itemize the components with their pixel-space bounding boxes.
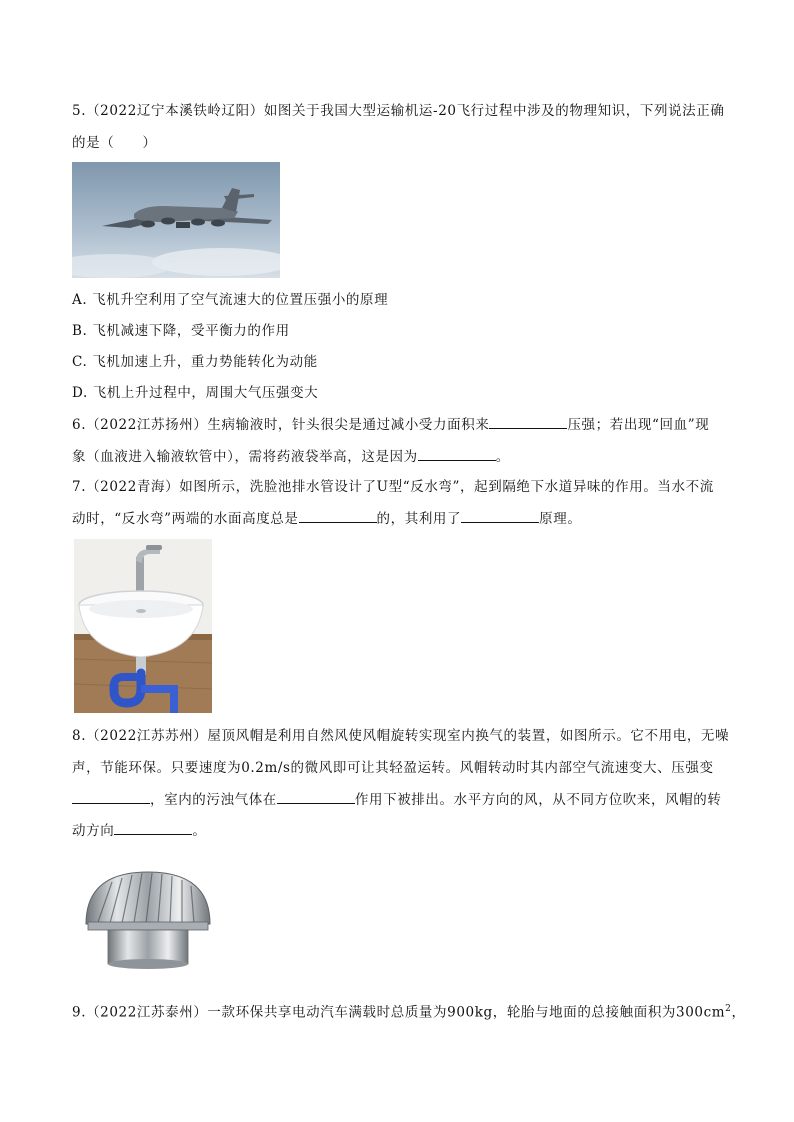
answer-blank	[72, 789, 150, 804]
q7-text-b: 的，其利用了	[376, 511, 462, 527]
q6-line-2	[72, 446, 510, 467]
q8-line-3	[72, 789, 722, 810]
roof-ventilator-image	[78, 866, 218, 978]
q6-text-d: 。	[495, 449, 510, 465]
q6-text-b: 压强；若出现“回血”现	[567, 417, 710, 433]
q9-line-1	[72, 999, 746, 1023]
q6-text-c: 象（血液进入输液软管中），需将药液袋举高，这是因为	[72, 449, 418, 465]
q9-text-end: ，	[731, 1004, 746, 1021]
q8-line-2: 声，节能环保。只要速度为0.2m/s的微风即可让其轻盈运转。风帽转动时其内部空气流速变大、压强变	[72, 760, 714, 776]
q5-option-c: C. 飞机加速上升，重力势能转化为动能	[72, 354, 318, 370]
answer-blank	[489, 414, 567, 429]
q8-line-4	[72, 820, 206, 841]
q5-option-a: A. 飞机升空利用了空气流速大的位置压强小的原理	[72, 292, 389, 308]
q7-text-a: 动时，“反水弯”两端的水面高度总是	[72, 511, 299, 527]
q8-text-b: 作用下被排出。水平方向的风，从不同方位吹来，风帽的转	[354, 792, 722, 808]
q6-text-a: 6.（2022江苏扬州）生病输液时，针头很尖是通过减小受力面积来	[72, 417, 490, 433]
q9-superscript: 2	[725, 1004, 732, 1014]
q8-line-1: 8.（2022江苏苏州）屋顶风帽是利用自然风使风帽旋转实现室内换气的装置，如图所示。它不用电，无噪	[72, 728, 730, 744]
answer-blank	[277, 789, 355, 804]
q5-stem-line-2: 的是（ ）	[72, 135, 157, 151]
answer-blank	[114, 820, 192, 835]
answer-blank	[299, 508, 377, 523]
q8-text-a: ，室内的污浊气体在	[150, 792, 277, 808]
y20-airplane-image	[72, 162, 280, 278]
q5-option-b: B. 飞机减速下降，受平衡力的作用	[72, 323, 290, 339]
roof-ventilator-figure	[78, 866, 218, 978]
q9-text: 9.（2022江苏泰州）一款环保共享电动汽车满载时总质量为900kg，轮胎与地面的总接触面积为300cm	[72, 1004, 726, 1021]
answer-blank	[461, 508, 539, 523]
sink-figure	[74, 539, 212, 713]
q6-line-1	[72, 414, 709, 435]
q7-line-1: 7.（2022青海）如图所示，洗脸池排水管设计了U型“反水弯”，起到隔绝下水道异味的作用。当水不流	[72, 479, 714, 495]
q8-text-c: 动方向	[72, 823, 115, 839]
washbasin-image	[74, 539, 212, 713]
q8-text-d: 。	[192, 823, 207, 839]
q5-stem-line-1: 5.（2022辽宁本溪铁岭辽阳）如图关于我国大型运输机运-20飞行过程中涉及的物理知识，下列说法正确	[72, 103, 725, 119]
airplane-figure	[72, 162, 280, 278]
q5-option-d: D. 飞机上升过程中，周围大气压强变大	[72, 385, 319, 401]
q7-line-2	[72, 508, 581, 529]
q7-text-c: 原理。	[539, 511, 582, 527]
answer-blank	[418, 446, 496, 461]
